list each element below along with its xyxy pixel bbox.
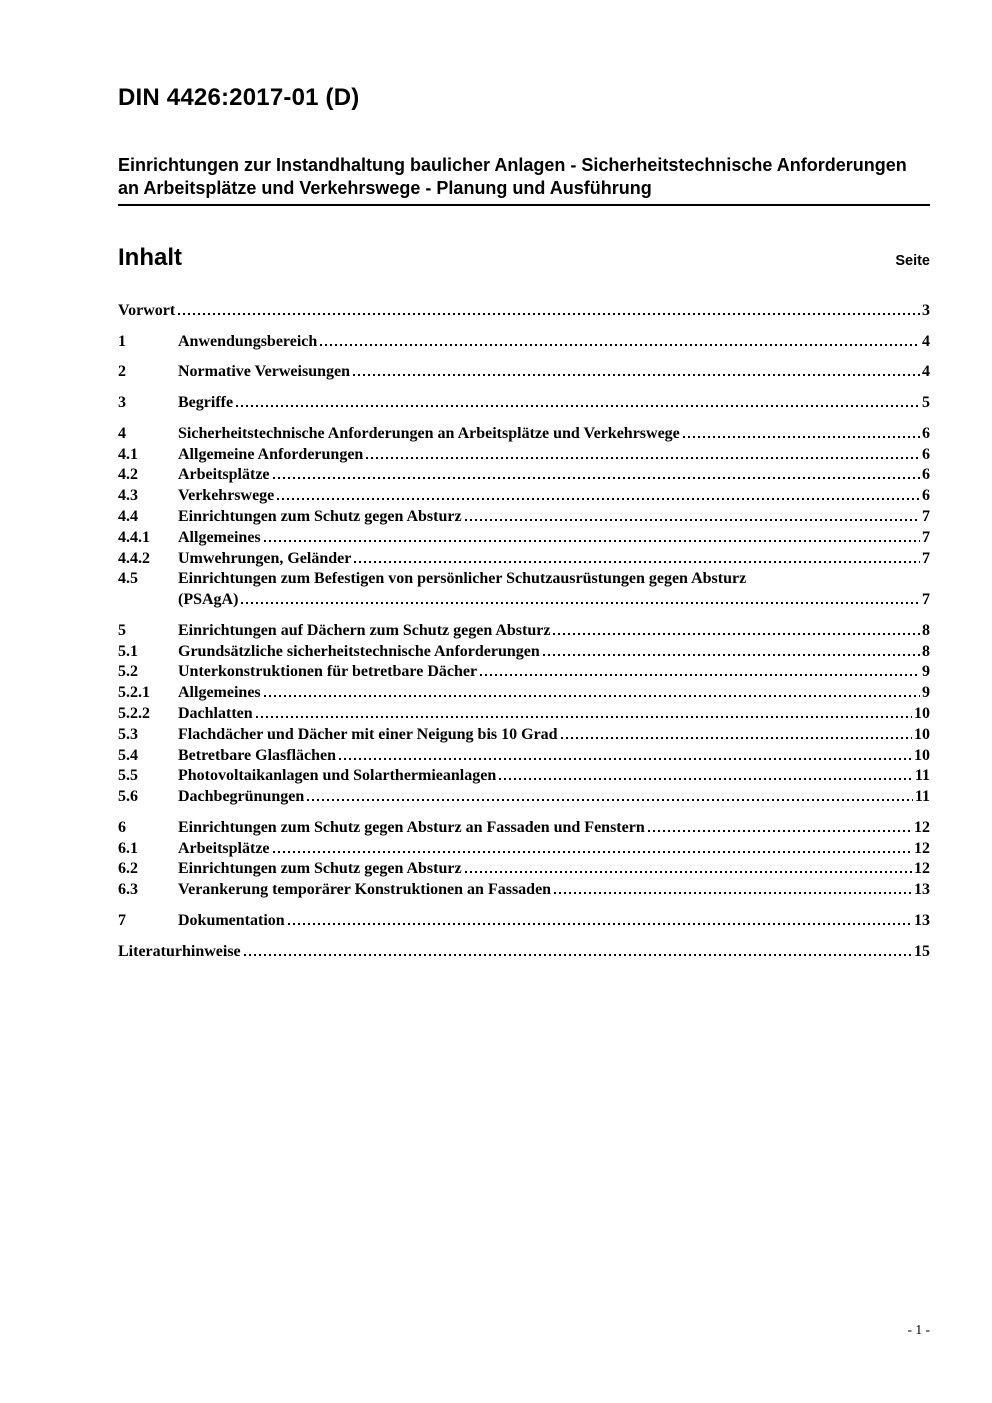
toc-entry-number: 7 <box>118 911 126 929</box>
dot-leader <box>354 561 920 563</box>
page-number-footer: - 1 - <box>907 1322 930 1337</box>
toc-entry-page: 11 <box>914 788 930 806</box>
toc-entry-title: Anwendungsbereich <box>178 332 318 350</box>
toc-entry-number: 4.2 <box>118 466 138 484</box>
toc-row <box>118 332 930 353</box>
toc-entry-page: 11 <box>914 767 930 785</box>
toc-entry-number: 4.3 <box>118 487 138 505</box>
toc-row <box>118 424 930 445</box>
toc-entry-page: 13 <box>914 881 930 899</box>
dot-leader <box>499 778 913 780</box>
toc-entry-page: 7 <box>922 507 930 525</box>
toc-entry-title: Normative Verweisungen <box>178 363 350 381</box>
toc-entry-number: 5 <box>118 621 126 639</box>
toc-entry-page: 10 <box>914 725 930 743</box>
dot-leader <box>264 695 920 697</box>
dot-leader <box>553 633 920 635</box>
dot-leader <box>366 457 920 459</box>
dot-leader <box>465 519 920 521</box>
toc-entry-title: Dachlatten <box>178 705 253 722</box>
toc-row <box>118 683 930 704</box>
toc-entry-page: 8 <box>922 621 930 639</box>
toc-entry-number: 2 <box>118 363 126 381</box>
toc-row <box>118 662 930 683</box>
doc-title: Einrichtungen zur Instandhaltung baulicher Anlagen - Sicherheitstechnische Anforderungen an Arbeitsplätze und Verkehrswege - Planung und Ausführung <box>118 154 930 206</box>
toc-list <box>118 301 930 962</box>
dot-leader <box>307 799 913 801</box>
toc-entry-number: 5.5 <box>118 767 138 785</box>
toc-entry-number: 4.4.1 <box>118 528 150 546</box>
toc-entry-page: 6 <box>922 424 930 442</box>
toc-entry-number: 5.2.2 <box>118 705 150 722</box>
toc-entry-page: 12 <box>914 839 930 857</box>
toc-group <box>118 942 930 963</box>
toc-entry-number: 3 <box>118 394 126 412</box>
toc-row <box>118 725 930 746</box>
toc-row <box>118 642 930 663</box>
toc-entry-title: Dokumentation <box>178 911 285 929</box>
toc-entry-page: 4 <box>922 332 930 350</box>
toc-entry-title: Allgemeines <box>178 528 261 546</box>
toc-entry-page: 4 <box>922 363 930 381</box>
dot-leader <box>277 498 920 500</box>
dot-leader <box>561 737 912 739</box>
toc-entry-title: Photovoltaikanlagen und Solarthermieanlagen <box>178 767 497 785</box>
toc-entry-page: 15 <box>914 942 930 960</box>
toc-row <box>118 766 930 787</box>
dot-leader <box>236 405 920 407</box>
toc-row <box>118 839 930 860</box>
dot-leader <box>543 654 920 656</box>
dot-leader <box>288 923 912 925</box>
toc-group <box>118 301 930 322</box>
toc-entry-number: 5.6 <box>118 788 138 806</box>
toc-row <box>118 507 930 528</box>
toc-row <box>118 362 930 383</box>
toc-row <box>118 549 930 570</box>
toc-entry-number: 6.1 <box>118 839 138 857</box>
toc-entry-page: 9 <box>922 684 930 702</box>
toc-group <box>118 362 930 383</box>
toc-row <box>118 393 930 414</box>
toc-group <box>118 393 930 414</box>
toc-entry-title: Dachbegrünungen <box>178 788 305 806</box>
toc-row <box>118 746 930 767</box>
toc-entry-title: Allgemeines <box>178 684 261 702</box>
toc-entry-title: Sicherheitstechnische Anforderungen an Arbeitsplätze und Verkehrswege <box>178 424 680 442</box>
toc-entry-page: 10 <box>914 705 930 722</box>
toc-entry-number: 6 <box>118 818 126 836</box>
doc-code: DIN 4426:2017-01 (D) <box>118 84 360 111</box>
toc-entry-page: 9 <box>922 663 930 681</box>
toc-entry-number: 1 <box>118 332 126 350</box>
dot-leader <box>554 892 912 894</box>
toc-entry-title: Verkehrswege <box>178 487 275 505</box>
toc-entry-title: Verankerung temporärer Konstruktionen an Fassaden <box>178 881 552 899</box>
toc-entry-title: Einrichtungen zum Schutz gegen Absturz <box>178 860 462 878</box>
toc-entry-page: 6 <box>922 487 930 505</box>
toc-group <box>118 818 930 901</box>
toc-entry-page: 12 <box>914 860 930 878</box>
toc-row <box>118 818 930 839</box>
toc-entry-title: Arbeitsplätze <box>178 839 270 857</box>
dot-leader <box>648 830 912 832</box>
toc-entry-number: 4.4 <box>118 507 138 525</box>
toc-entry-title: Einrichtungen zum Schutz gegen Absturz <box>178 507 462 525</box>
toc-entry-title: Einrichtungen auf Dächern zum Schutz gegen Absturz <box>178 621 551 639</box>
toc-entry-number: 6.2 <box>118 860 138 878</box>
toc-group <box>118 424 930 611</box>
toc-row <box>118 569 930 590</box>
toc-entry-number: 5.1 <box>118 642 138 660</box>
toc-entry-page: 13 <box>914 911 930 929</box>
toc-group <box>118 911 930 932</box>
toc-entry-title: Betretbare Glasflächen <box>178 746 337 764</box>
dot-leader <box>683 436 920 438</box>
toc-row <box>118 880 930 901</box>
toc-entry-title: Umwehrungen, Geländer <box>178 549 352 567</box>
toc-entry-page: 7 <box>922 528 930 546</box>
toc-row <box>118 704 930 725</box>
toc-row <box>118 445 930 466</box>
toc-entry-number: 4 <box>118 424 126 442</box>
toc-row <box>118 486 930 507</box>
toc-entry-title: Flachdächer und Dächer mit einer Neigung bis 10 Grad <box>178 725 558 743</box>
toc-entry-page: 8 <box>922 642 930 660</box>
toc-entry-number: 6.3 <box>118 881 138 899</box>
toc-entry-page: 5 <box>922 394 930 412</box>
dot-leader <box>339 758 912 760</box>
toc-entry-number: 4.4.2 <box>118 549 150 567</box>
toc-heading: Inhalt <box>118 244 182 271</box>
dot-leader <box>273 477 920 479</box>
toc-entry-page: 7 <box>922 591 930 609</box>
toc-row <box>118 787 930 808</box>
toc-row <box>118 621 930 642</box>
toc-entry-page: 6 <box>922 466 930 484</box>
dot-leader <box>465 871 912 873</box>
toc-entry-page: 6 <box>922 445 930 463</box>
toc-group <box>118 621 930 808</box>
page-column-label: Seite <box>895 253 930 269</box>
toc-entry-number: 4.1 <box>118 445 138 463</box>
toc-entry-page: 10 <box>914 746 930 764</box>
toc-entry-title: Literaturhinweise <box>118 942 241 960</box>
toc-entry-page: 12 <box>914 818 930 836</box>
dot-leader <box>273 851 912 853</box>
toc-entry-title-continuation: (PSAgA) <box>178 591 239 609</box>
toc-entry-page: 7 <box>922 549 930 567</box>
dot-leader <box>320 344 920 346</box>
dot-leader <box>241 602 920 604</box>
toc-group <box>118 332 930 353</box>
dot-leader <box>353 374 920 376</box>
toc-entry-number: 5.2.1 <box>118 684 150 702</box>
toc-entry-number: 5.3 <box>118 725 138 743</box>
toc-row <box>118 465 930 486</box>
toc-entry-title: Vorwort <box>118 302 176 319</box>
toc-row <box>118 859 930 880</box>
toc-entry-number: 5.2 <box>118 663 138 681</box>
toc-row <box>118 590 930 611</box>
dot-leader <box>244 954 912 956</box>
toc-entry-number: 5.4 <box>118 746 138 764</box>
toc-entry-title: Einrichtungen zum Befestigen von persönlicher Schutzausrüstungen gegen Absturz <box>178 570 747 588</box>
toc-entry-page: 3 <box>922 302 930 319</box>
toc-row <box>118 911 930 932</box>
toc-entry-title: Einrichtungen zum Schutz gegen Absturz an Fassaden und Fenstern <box>178 818 645 836</box>
toc-header <box>118 244 930 272</box>
toc-row <box>118 301 930 322</box>
toc-entry-title: Begriffe <box>178 394 234 412</box>
dot-leader <box>264 540 920 542</box>
toc-entry-title: Unterkonstruktionen für betretbare Dächer <box>178 663 478 681</box>
toc-entry-title: Allgemeine Anforderungen <box>178 445 364 463</box>
toc-row <box>118 942 930 963</box>
dot-leader <box>480 674 920 676</box>
dot-leader <box>178 313 920 315</box>
toc-entry-title: Arbeitsplätze <box>178 466 270 484</box>
toc-entry-title: Grundsätzliche sicherheitstechnische Anforderungen <box>178 642 540 660</box>
toc-entry-number: 4.5 <box>118 570 138 588</box>
toc-row <box>118 528 930 549</box>
dot-leader <box>256 716 912 718</box>
